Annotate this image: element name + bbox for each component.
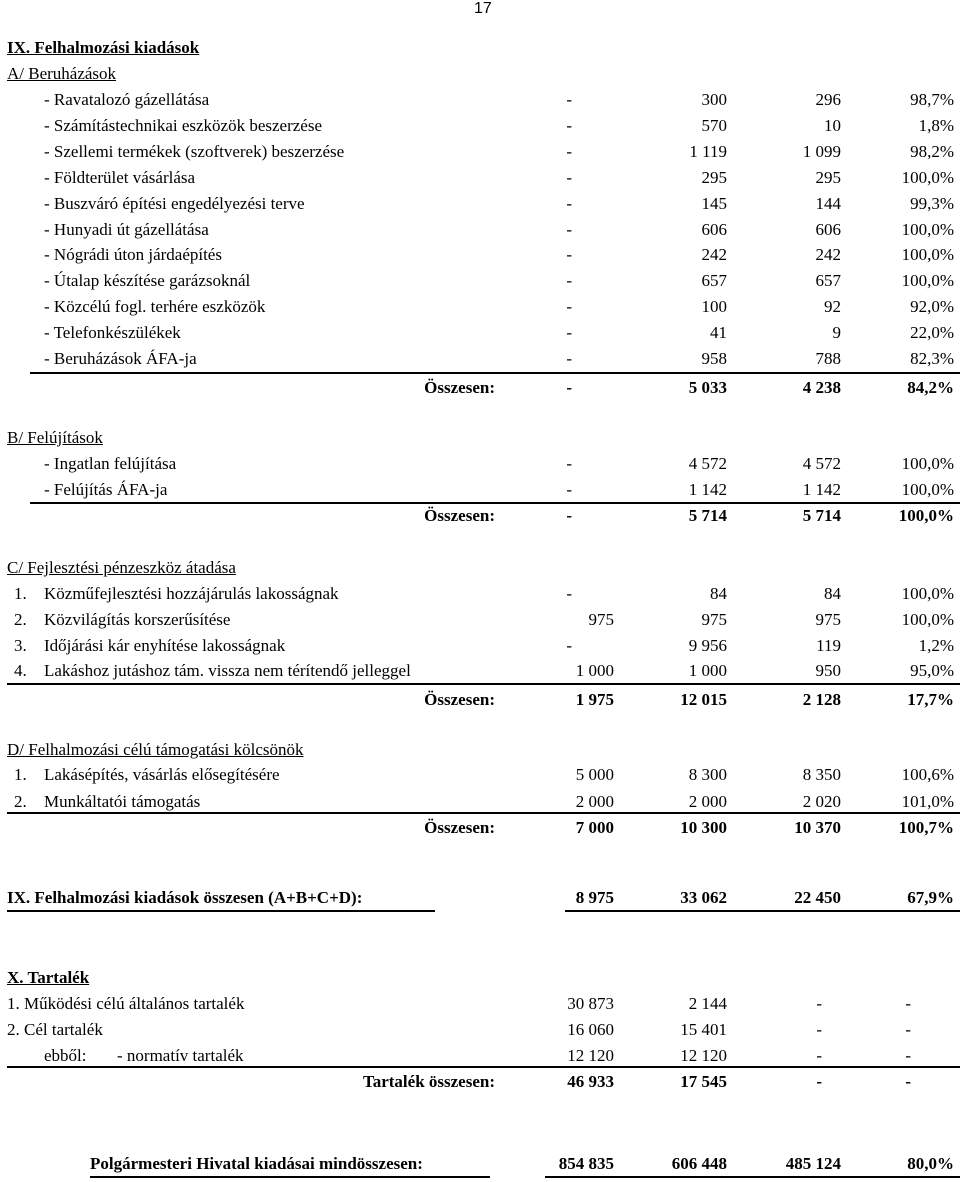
grand-total-label: Polgármesteri Hivatal kiadásai mindösszesen: xyxy=(90,1154,423,1173)
row-col-3: 144 xyxy=(815,193,841,213)
grand-total-rule-1 xyxy=(90,1176,490,1178)
grand-total-col-4: 80,0% xyxy=(907,1154,954,1173)
row-col-2: 606 xyxy=(701,219,727,239)
total-col-3: 5 714 xyxy=(802,506,841,525)
row-col-1: - xyxy=(566,245,572,265)
row-col-3: 9 xyxy=(832,323,841,343)
total-col-2: 5 714 xyxy=(688,506,727,525)
row-col-4: 100,0% xyxy=(901,245,954,265)
row-col-3: 606 xyxy=(815,219,841,239)
row-col-4: 100,0% xyxy=(901,584,954,603)
row-label: Közműfejlesztési hozzájárulás lakosságnak xyxy=(44,584,339,603)
row-col-1: - xyxy=(566,584,572,603)
row-label: Közvilágítás korszerűsítése xyxy=(44,609,231,629)
row-col-2: 1 142 xyxy=(688,479,727,499)
row-col-1: - xyxy=(566,193,572,213)
row-col-4: - xyxy=(905,1020,911,1039)
row-label: - Felújítás ÁFA-ja xyxy=(44,479,168,499)
section-x-heading: X. Tartalék xyxy=(7,968,90,987)
row-col-3: 119 xyxy=(816,635,841,655)
row-col-3: 1 142 xyxy=(802,479,841,499)
row-number: 1. xyxy=(14,584,27,603)
total-col-4: 100,0% xyxy=(898,506,954,525)
table-row xyxy=(0,991,960,1017)
ix-total-col-1: 8 975 xyxy=(575,888,614,907)
row-col-1: - xyxy=(566,454,572,473)
section-d-total-row xyxy=(0,815,960,841)
ix-total-label: IX. Felhalmozási kiadások összesen (A+B+C+D): xyxy=(7,888,363,907)
section-a-heading: A/ Beruházások xyxy=(7,64,117,83)
row-col-2: 84 xyxy=(710,584,727,603)
total-col-4: - xyxy=(905,1072,911,1091)
row-col-3: 295 xyxy=(815,167,841,187)
grand-total-rule-2 xyxy=(545,1176,960,1178)
row-label: Lakáshoz jutáshoz tám. vissza nem térítendő jelleggel xyxy=(44,661,411,681)
total-label: Összesen: xyxy=(424,690,495,709)
row-col-3: 975 xyxy=(815,609,841,629)
ix-total-row xyxy=(0,885,960,911)
row-col-3: 657 xyxy=(815,271,841,291)
total-col-3: 4 238 xyxy=(802,378,841,397)
row-col-4: 95,0% xyxy=(910,661,954,681)
total-label: Összesen: xyxy=(424,506,495,525)
table-row xyxy=(0,113,960,139)
table-row xyxy=(0,789,960,815)
row-label: 2. Cél tartalék xyxy=(7,1020,103,1039)
table-row xyxy=(0,477,960,503)
table-row xyxy=(0,139,960,165)
row-label: - Beruházások ÁFA-ja xyxy=(44,349,197,368)
table-row xyxy=(0,1017,960,1043)
row-col-2: 975 xyxy=(701,609,727,629)
sub-row-col-2: 12 120 xyxy=(680,1046,727,1065)
row-col-2: 2 000 xyxy=(688,791,727,811)
row-label: - Ingatlan felújítása xyxy=(44,454,177,473)
sub-row-prefix: ebből: xyxy=(44,1046,87,1065)
section-title: IX. Felhalmozási kiadások xyxy=(7,38,200,57)
row-col-1: - xyxy=(566,349,572,368)
ix-total-col-2: 33 062 xyxy=(680,888,727,907)
section-x-total-row xyxy=(0,1069,960,1095)
total-col-1: 46 933 xyxy=(567,1072,614,1091)
total-col-3: - xyxy=(816,1072,822,1091)
total-col-4: 100,7% xyxy=(898,818,954,837)
row-label: Lakásépítés, vásárlás elősegítésére xyxy=(44,765,280,784)
table-row xyxy=(0,242,960,268)
total-col-1: 1 975 xyxy=(575,690,614,709)
row-col-2: 242 xyxy=(701,245,727,265)
row-col-2: 100 xyxy=(701,297,727,317)
row-col-2: 1 119 xyxy=(689,141,727,161)
row-label: - Telefonkészülékek xyxy=(44,323,181,343)
row-label: - Útalap készítése garázsoknál xyxy=(44,271,251,291)
row-label: - Buszváró építési engedélyezési terve xyxy=(44,193,305,213)
sub-row-col-4: - xyxy=(905,1046,911,1065)
total-col-1: - xyxy=(566,506,572,525)
row-label: 1. Működési célú általános tartalék xyxy=(7,994,245,1013)
row-col-2: 8 300 xyxy=(688,765,727,784)
row-col-3: 296 xyxy=(815,90,841,109)
row-col-4: 100,0% xyxy=(901,167,954,187)
grand-total-col-3: 485 124 xyxy=(785,1154,841,1173)
total-col-4: 17,7% xyxy=(907,690,954,709)
table-row xyxy=(0,87,960,113)
table-row xyxy=(0,217,960,243)
section-a-total-row xyxy=(0,375,960,401)
row-col-2: 300 xyxy=(701,90,727,109)
row-col-2: 958 xyxy=(701,349,727,368)
row-col-2: 9 956 xyxy=(688,635,727,655)
ix-total-rule-2 xyxy=(565,910,960,912)
row-col-1: 30 873 xyxy=(567,994,614,1013)
row-col-4: 98,7% xyxy=(910,90,954,109)
row-label: - Hunyadi út gázellátása xyxy=(44,219,209,239)
table-row xyxy=(0,346,960,372)
table-row xyxy=(0,268,960,294)
row-col-2: 657 xyxy=(701,271,727,291)
row-col-3: 92 xyxy=(824,297,841,317)
row-col-3: 788 xyxy=(815,349,841,368)
section-d-rule xyxy=(7,812,960,814)
row-col-2: 41 xyxy=(710,323,727,343)
section-d-heading: D/ Felhalmozási célú támogatási kölcsönök xyxy=(7,740,304,759)
row-col-4: 100,6% xyxy=(901,765,954,784)
row-col-1: 2 000 xyxy=(575,791,614,811)
table-row xyxy=(0,320,960,346)
row-col-3: - xyxy=(816,994,822,1013)
row-col-4: 22,0% xyxy=(910,323,954,343)
total-label: Összesen: xyxy=(424,818,495,837)
row-col-2: 4 572 xyxy=(688,454,727,473)
row-col-4: 101,0% xyxy=(901,791,954,811)
row-col-4: 92,0% xyxy=(910,297,954,317)
total-col-1: 7 000 xyxy=(575,818,614,837)
section-c-heading: C/ Fejlesztési pénzeszköz átadása xyxy=(7,558,236,577)
table-row xyxy=(0,165,960,191)
table-row xyxy=(0,658,960,684)
row-label: - Számítástechnikai eszközök beszerzése xyxy=(44,115,323,135)
total-col-3: 2 128 xyxy=(802,690,841,709)
row-col-4: 100,0% xyxy=(901,479,954,499)
row-col-1: 16 060 xyxy=(567,1020,614,1039)
row-col-1: - xyxy=(566,141,572,161)
total-col-2: 17 545 xyxy=(680,1072,727,1091)
row-col-4: 99,3% xyxy=(910,193,954,213)
row-number: 2. xyxy=(14,791,27,811)
table-row xyxy=(0,294,960,320)
row-col-2: 2 144 xyxy=(688,994,727,1013)
row-label: - Közcélú fogl. terhére eszközök xyxy=(44,297,266,317)
ix-total-col-4: 67,9% xyxy=(907,888,954,907)
row-col-4: 1,2% xyxy=(918,635,954,655)
total-col-1: - xyxy=(566,378,572,397)
row-col-1: - xyxy=(566,323,572,343)
row-col-4: 100,0% xyxy=(901,609,954,629)
row-label: - Földterület vásárlása xyxy=(44,167,196,187)
page-number: 17 xyxy=(474,0,492,17)
row-col-3: 950 xyxy=(815,661,841,681)
total-col-2: 12 015 xyxy=(680,690,727,709)
row-col-4: 1,8% xyxy=(918,115,954,135)
row-col-3: 84 xyxy=(824,584,841,603)
table-row xyxy=(0,633,960,659)
row-number: 3. xyxy=(14,635,27,655)
row-col-3: 4 572 xyxy=(802,454,841,473)
row-col-1: 1 000 xyxy=(575,661,614,681)
table-row xyxy=(0,191,960,217)
table-row xyxy=(0,607,960,633)
table-row xyxy=(0,581,960,607)
section-x-rule xyxy=(7,1066,960,1068)
ix-total-col-3: 22 450 xyxy=(794,888,841,907)
grand-total-row xyxy=(0,1151,960,1177)
row-col-2: 570 xyxy=(701,115,727,135)
row-col-4: 100,0% xyxy=(901,454,954,473)
row-label: - Szellemi termékek (szoftverek) beszerzése xyxy=(44,141,345,161)
table-row xyxy=(0,762,960,788)
row-label: - Nógrádi úton járdaépítés xyxy=(44,245,222,265)
row-label: Időjárási kár enyhítése lakosságnak xyxy=(44,635,286,655)
row-col-1: - xyxy=(566,90,572,109)
section-a-rule xyxy=(30,372,960,374)
total-col-3: 10 370 xyxy=(794,818,841,837)
row-col-1: 5 000 xyxy=(575,765,614,784)
row-col-3: 10 xyxy=(824,115,841,135)
total-col-2: 5 033 xyxy=(688,378,727,397)
section-b-heading: B/ Felújítások xyxy=(7,428,103,447)
total-label: Tartalék összesen: xyxy=(362,1072,495,1091)
row-col-1: - xyxy=(566,479,572,499)
total-col-4: 84,2% xyxy=(907,378,954,397)
row-label: - Ravatalozó gázellátása xyxy=(44,90,210,109)
row-number: 4. xyxy=(14,661,27,681)
total-label: Összesen: xyxy=(424,378,495,397)
section-c-total-row xyxy=(0,687,960,713)
row-number: 2. xyxy=(14,609,27,629)
grand-total-col-1: 854 835 xyxy=(558,1154,614,1173)
row-col-2: 295 xyxy=(701,167,727,187)
row-label: Munkáltatói támogatás xyxy=(44,791,201,811)
ix-total-rule-1 xyxy=(7,910,435,912)
total-col-2: 10 300 xyxy=(680,818,727,837)
section-c-rule xyxy=(7,683,960,685)
row-col-3: 2 020 xyxy=(802,791,841,811)
row-col-2: 1 000 xyxy=(688,661,727,681)
row-col-4: 100,0% xyxy=(901,219,954,239)
row-col-1: - xyxy=(566,115,572,135)
sub-row-col-3: - xyxy=(816,1046,822,1065)
row-col-1: - xyxy=(566,219,572,239)
row-col-1: 975 xyxy=(588,609,614,629)
row-col-3: 1 099 xyxy=(802,141,841,161)
sub-row-col-1: 12 120 xyxy=(567,1046,614,1065)
row-col-4: - xyxy=(905,994,911,1013)
row-col-3: 8 350 xyxy=(802,765,841,784)
row-col-3: 242 xyxy=(815,245,841,265)
row-col-4: 82,3% xyxy=(910,349,954,368)
row-number: 1. xyxy=(14,765,27,784)
row-col-1: - xyxy=(566,635,572,655)
row-col-1: - xyxy=(566,167,572,187)
row-col-1: - xyxy=(566,271,572,291)
table-row xyxy=(0,451,960,477)
row-col-2: 145 xyxy=(701,193,727,213)
grand-total-col-2: 606 448 xyxy=(671,1154,727,1173)
sub-row-label: - normatív tartalék xyxy=(117,1046,244,1065)
row-col-1: - xyxy=(566,297,572,317)
row-col-2: 15 401 xyxy=(680,1020,727,1039)
row-col-4: 98,2% xyxy=(910,141,954,161)
row-col-4: 100,0% xyxy=(901,271,954,291)
section-b-total-row xyxy=(0,503,960,529)
row-col-3: - xyxy=(816,1020,822,1039)
